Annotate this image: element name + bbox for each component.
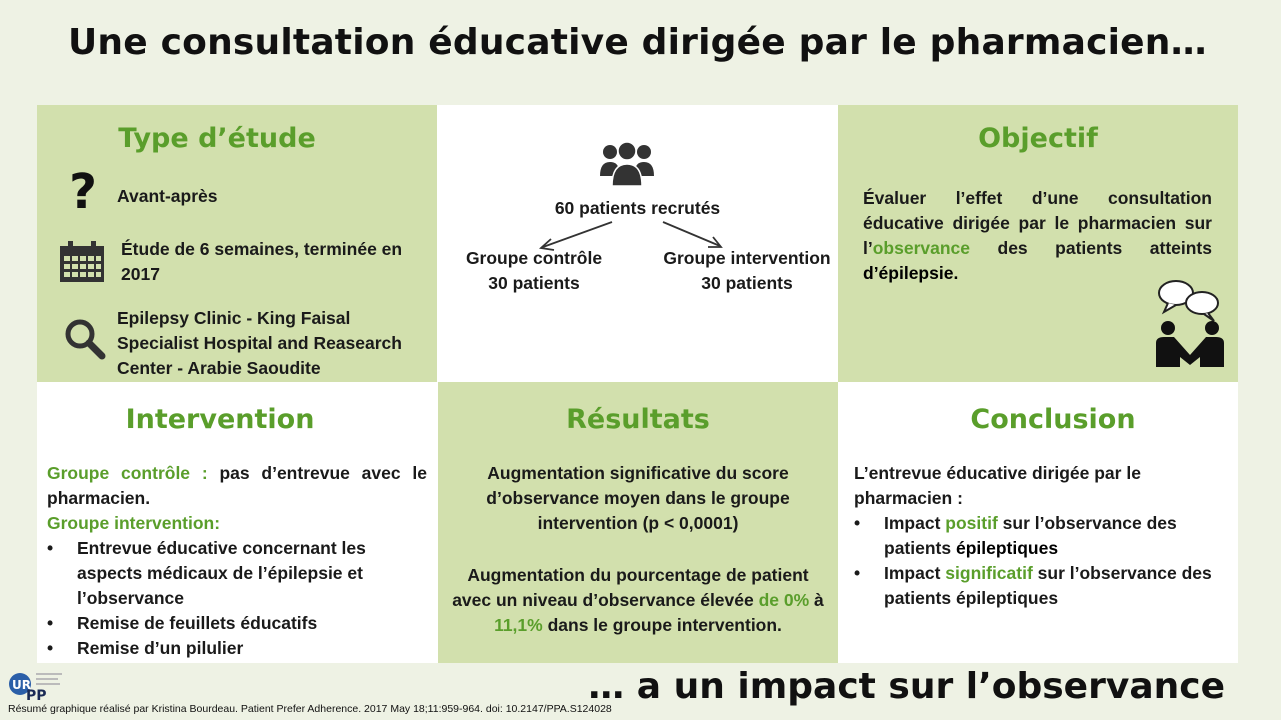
objective-text-part2: des patients atteints: [970, 238, 1212, 258]
conclusion-item1-b: sur l’observance des patients: [884, 513, 1177, 558]
intervention-control-text: pas d’entrevue avec le pharmacien.: [47, 463, 427, 508]
study-type-panel: [37, 105, 437, 382]
conclusion-panel: [838, 382, 1238, 663]
total-patients-text: 60 patients recrutés: [554, 198, 721, 218]
control-group-count: 30 patients: [488, 273, 580, 293]
conclusion-item1-c: épileptiques: [955, 538, 1059, 558]
study-type-heading: Type d’étude: [118, 123, 316, 154]
conclusion-intro: L’entrevue éducative dirigée par le pharmacien :: [854, 463, 1141, 508]
svg-text:PP: PP: [26, 688, 47, 702]
consultation-icon: [1154, 277, 1226, 374]
question-mark-icon: ?: [69, 164, 97, 220]
intervention-list: [47, 536, 427, 661]
results-heading: Résultats: [566, 404, 710, 435]
svg-text:UR: UR: [12, 678, 31, 692]
intervention-group-label: Groupe intervention:: [47, 513, 221, 533]
results-paragraph-1: Augmentation significative du score d’observance moyen dans le groupe intervention (p < 0,0001): [486, 463, 790, 533]
conclusion-item2-highlight: significatif: [945, 563, 1033, 583]
calendar-icon: [59, 241, 105, 288]
intervention-group-count: 30 patients: [701, 273, 793, 293]
intervention-list-item: • Remise de feuillets éducatifs: [47, 611, 427, 636]
intervention-list-item: • Remise d’un pilulier: [47, 636, 427, 661]
conclusion-item1-a: Impact: [884, 513, 946, 533]
study-design-text: Avant-après: [117, 186, 218, 206]
objective-highlight: observance: [872, 238, 971, 258]
intervention-content: [47, 461, 427, 661]
study-location-text: Epilepsy Clinic - King Faisal Specialist Hospital and Reasearch Center - Arabie Saoudite: [117, 308, 402, 378]
conclusion-heading: Conclusion: [970, 404, 1136, 435]
intervention-panel: [37, 382, 438, 663]
citation-footer: Résumé graphique réalisé par Kristina Bourdeau. Patient Prefer Adherence. 2017 May 18;11:959-964. doi: 10.2147/PPA.S124028: [8, 703, 612, 715]
objective-text: [863, 186, 1212, 286]
study-duration-text: Étude de 6 semaines, terminée en 2017: [121, 239, 403, 284]
control-group-label: Groupe contrôle: [465, 248, 603, 268]
magnifier-icon: [64, 318, 106, 365]
conclusion-item1-highlight: positif: [945, 513, 998, 533]
objective-panel: [838, 105, 1238, 382]
conclusion-item2-a: Impact: [884, 563, 946, 583]
group-people-icon: [599, 138, 655, 193]
conclusion-list-item: [854, 561, 1224, 611]
intervention-list-item: • Entrevue éducative concernant les aspects médicaux de l’épilepsie et l’observance: [47, 536, 427, 611]
objective-heading: Objectif: [978, 123, 1098, 154]
conclusion-content: [854, 461, 1224, 611]
objective-text-part1: Évaluer l’effet d’une consultation éducative dirigée par le pharmacien sur l’: [863, 188, 1212, 258]
intervention-heading: Intervention: [125, 404, 315, 435]
objective-text-part3: d’épilepsie.: [863, 263, 959, 283]
urpp-logo: [8, 670, 64, 702]
results-p2-highlight-1: de 0%: [758, 590, 810, 610]
results-p2-highlight-2: 11,1%: [494, 615, 543, 635]
closing-statement: … a un impact sur l’observance: [588, 666, 1225, 707]
results-paragraph-2: [450, 563, 826, 638]
results-p2-part3: dans le groupe intervention.: [542, 615, 782, 635]
results-p2-part2: à: [809, 590, 824, 610]
results-panel: [438, 382, 838, 663]
control-group-block: [459, 246, 609, 296]
intervention-control-label: Groupe contrôle :: [47, 463, 208, 483]
intervention-group-label: Groupe intervention: [663, 248, 831, 268]
conclusion-item2-b: sur l’observance des patients épileptiques: [884, 563, 1212, 608]
intervention-group-block: [657, 246, 837, 296]
intervention-control-line: [47, 461, 427, 511]
conclusion-list: [854, 511, 1224, 611]
results-p2-part1: Augmentation du pourcentage de patient avec un niveau d’observance élevée: [452, 565, 809, 610]
recruitment-panel: [437, 105, 838, 382]
conclusion-list-item: [854, 511, 1224, 561]
page-title: Une consultation éducative dirigée par le pharmacien…: [68, 22, 1207, 63]
